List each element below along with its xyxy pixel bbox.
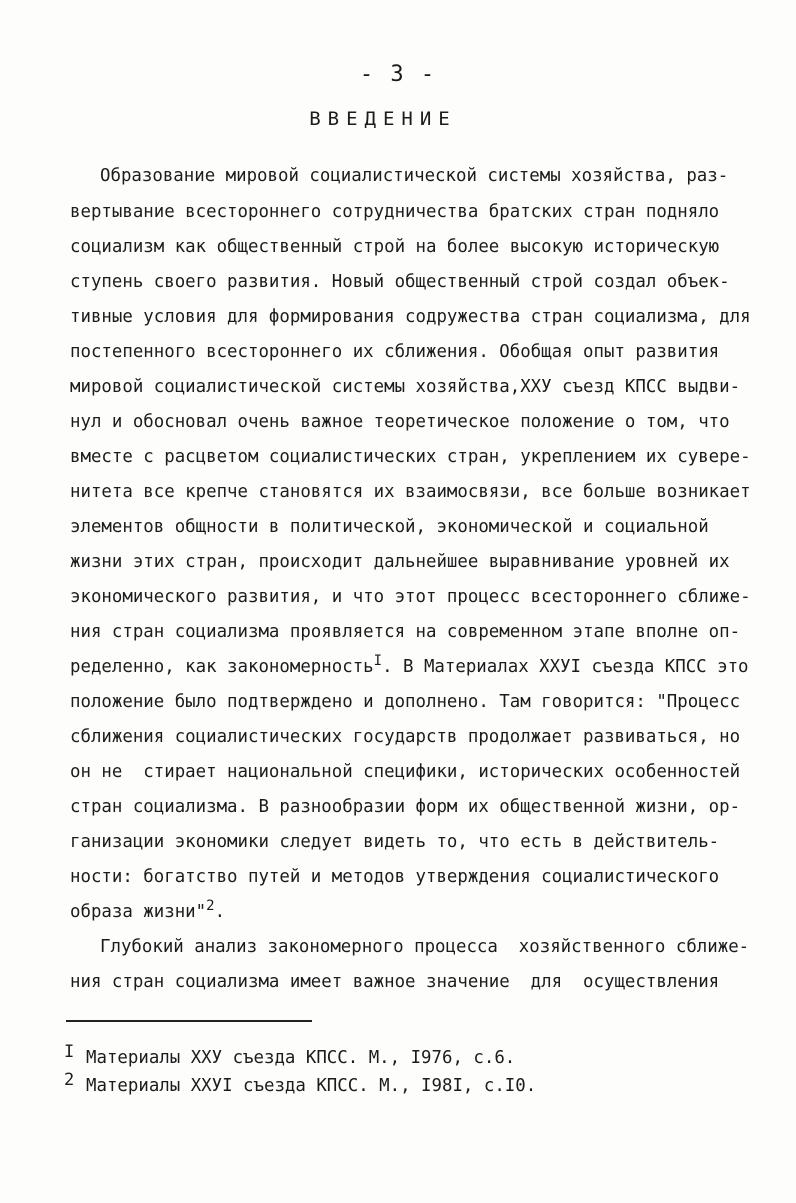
body-line: ния стран социализма проявляется на современном этапе вполне оп- bbox=[70, 622, 741, 642]
body-line: Глубокий анализ закономерного процесса хозяйственного сближе- bbox=[100, 937, 750, 957]
page-number: - 3 - bbox=[359, 62, 437, 87]
footnote-text: Материалы ХХУ съезда КПСС. М., I976, с.6. bbox=[86, 1048, 516, 1068]
body-line-text: образа жизни" bbox=[70, 902, 207, 922]
body-line: элементов общности в политической, экономической и социальной bbox=[70, 517, 709, 537]
body-line-with-footnote bbox=[70, 655, 749, 679]
footnote-separator bbox=[66, 1020, 312, 1022]
section-heading: ВВЕДЕНИЕ bbox=[309, 108, 457, 130]
footnote-ref-1: I bbox=[373, 653, 383, 669]
body-line-text: ределенно, как закономерность bbox=[70, 657, 374, 677]
body-line: экономического развития, и что этот процесс всестороннего сближе- bbox=[70, 587, 751, 607]
body-line: постепенного всестороннего их сближения. Обобщая опыт развития bbox=[70, 342, 720, 362]
body-line: стран социализма. В разнообразии форм их общественной жизни, ор- bbox=[70, 797, 741, 817]
body-line: положение было подтверждено и дополнено. Там говорится: "Процесс bbox=[70, 692, 741, 712]
footnote-mark: I bbox=[64, 1042, 75, 1062]
body-line-with-footnote bbox=[70, 900, 225, 924]
body-line: мировой социалистической системы хозяйства,ХХУ съезд КПСС выдви- bbox=[70, 377, 741, 397]
body-line: ганизации экономики следует видеть то, что есть в действитель- bbox=[70, 832, 720, 852]
footnote-mark: 2 bbox=[64, 1070, 75, 1090]
body-line: сближения социалистических государств продолжает развиваться, но bbox=[70, 727, 741, 747]
footnote-text: Материалы ХХУI съезда КПСС. М., I98I, с.I0. bbox=[86, 1076, 537, 1096]
body-line: ности: богатство путей и методов утверждения социалистического bbox=[70, 867, 720, 887]
body-line: Образование мировой социалистической системы хозяйства, раз- bbox=[100, 166, 729, 186]
body-line: вместе с расцветом социалистических стран, укреплением их сувере- bbox=[70, 447, 751, 467]
body-line: социализм как общественный строй на более высокую историческую bbox=[70, 237, 720, 257]
body-line: вертывание всестороннего сотрудничества братских стран подняло bbox=[70, 202, 720, 222]
body-line: тивные условия для формирования содружества стран социализма, для bbox=[70, 307, 751, 327]
body-line: нул и обосновал очень важное теоретическое положение о том, что bbox=[70, 412, 730, 432]
body-line: ния стран социализма имеет важное значение для осуществления bbox=[70, 972, 720, 992]
footnote-ref-2: 2 bbox=[206, 898, 215, 914]
body-line: ступень своего развития. Новый общественный строй создал объек- bbox=[70, 272, 730, 292]
body-line: он не стирает национальной специфики, исторических особенностей bbox=[70, 762, 741, 782]
body-line-text: . В Материалах ХХУI съезда КПСС это bbox=[382, 657, 749, 677]
footnote-2 bbox=[64, 1068, 536, 1098]
body-line: жизни этих стран, происходит дальнейшее выравнивание уровней их bbox=[70, 552, 730, 572]
footnote-1 bbox=[64, 1040, 515, 1070]
body-line-text: . bbox=[214, 902, 226, 922]
body-line: нитета все крепче становятся их взаимосвязи, все больше возникает bbox=[70, 482, 751, 502]
